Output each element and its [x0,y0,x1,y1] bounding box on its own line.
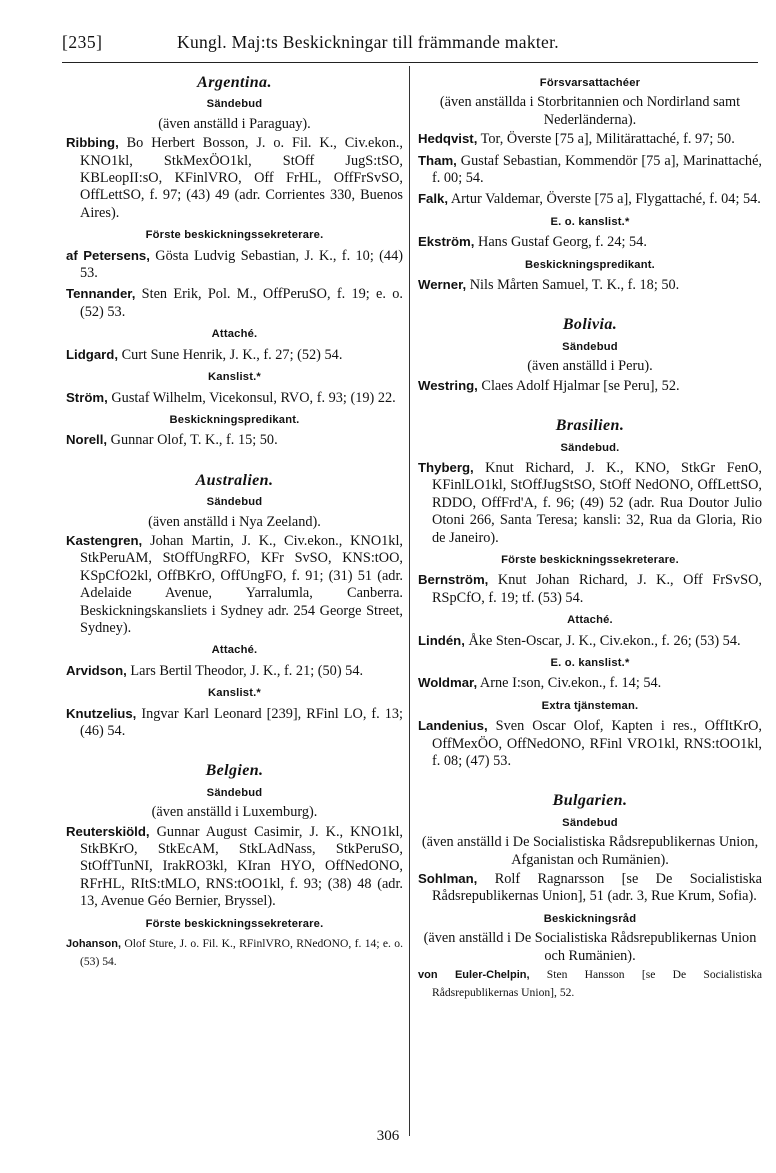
person-entry [418,130,762,148]
section-heading: Sändebud [206,786,263,799]
person-entry [418,377,762,395]
person-details: Hans Gustaf Georg, f. 24; 54. [474,234,647,251]
person-entry [418,276,762,294]
person-name: Woldmar, [418,675,478,691]
person-entry [66,935,403,971]
person-details: Bo Herbert Bosson, J. o. Fil. K., Civ.ekon., KNO1kl, StkMexÖO1kl, StOff JugS:tSO, KBLeopII:sO, KFinlVRO, Off FrHL, OffFrSvSO, OffLettSO, f. 97; (43) 49 (adr. Corrientes 330, Buenos Aires). [80,135,403,221]
person-name: Ström, [66,389,108,405]
person-details: Claes Adolf Hjalmar [se Peru], 52. [477,377,680,394]
section-note: (även anställd i De Socialistiska Rådsrepublikernas Union och Rumänien). [423,930,757,964]
person-details: Gustaf Sebastian, Kommendör [75 a], Marinattaché, f. 00; 54. [432,152,762,187]
section-heading: Sändebud [562,816,618,829]
person-entry [418,233,762,251]
person-entry [66,389,403,407]
section-heading: Beskickningsråd [543,912,637,925]
person-entry [418,152,762,188]
country-heading: Argentina. [197,74,272,91]
person-entry [418,459,762,547]
section-heading: Sändebud [562,340,618,353]
person-details: Gunnar Olof, T. K., f. 15; 50. [107,432,278,449]
person-details: Gösta Ludvig Sebastian, J. K., f. 10; (44) 53. [80,247,403,282]
person-name: Lindén, [418,632,465,648]
person-details: Knut Johan Richard, J. K., Off FrSvSO, RSpCfO, f. 19; tf. (53) 54. [432,572,762,606]
person-entry [418,632,762,650]
person-name: Sohlman, [418,871,478,887]
person-entry [66,823,403,911]
person-name: Arvidson, [66,662,127,678]
person-entry [66,346,403,364]
section-heading: Beskickningspredikant. [169,413,300,426]
section-heading: Beskickningspredikant. [525,258,655,271]
section-heading: Kanslist.* [208,371,261,384]
section-note: (även anställda i Storbritannien och Nordirland samt Nederländerna). [439,94,741,128]
section-note: (även anställd i Paraguay). [158,115,311,132]
person-name: von Euler-Chelpin, [418,969,530,982]
person-name: Reuterskiöld, [66,823,150,839]
country-heading: Bulgarien. [552,792,628,810]
person-entry [66,431,403,449]
country-heading: Belgien. [205,762,264,780]
left-column [66,70,403,974]
section-heading: Attaché. [211,644,258,657]
person-name: Knutzelius, [66,705,137,721]
section-note: (även anställd i Nya Zeeland). [148,513,321,530]
person-details: Johan Martin, J. K., Civ.ekon., KNO1kl, StkPeruAM, StOffUngRFO, KFr SvSO, KNS:tOO, KSpCfO2kl, OffBKrO, OffUngFO, f. 91; (31) 51 (adr. Adelaide Avenue, Yarralumla, Canberra. Beskickningskansliets i Sydney adr. 254 George Street, Sydney). [80,532,403,636]
person-details: Lars Bertil Theodor, J. K., f. 21; (50) 54. [126,662,364,679]
person-details: Sven Oscar Olof, Kapten i res., OffItKrO, OffMexÖO, OffNedONO, RFinl VRO1kl, RNS:tOO1kl, f. 08; (47) 53. [432,718,762,769]
person-details: Sten Erik, Pol. M., OffPeruSO, f. 19; e. o. (52) 53. [80,286,403,320]
section-heading: Sändebud [206,496,263,509]
section-note: (även anställd i Peru). [527,358,653,375]
person-entry [66,705,403,741]
section-heading: E. o. kanslist.* [550,656,630,669]
person-name: af Petersens, [66,247,150,263]
person-details: Ingvar Karl Leonard [239], RFinl LO, f. 13; (46) 54. [80,705,403,739]
section-heading: E. o. kanslist.* [550,215,630,228]
section-heading: Sändebud [206,98,263,111]
person-details: Nils Mårten Samuel, T. K., f. 18; 50. [466,277,680,294]
section-heading: Försvarsattachéer [539,77,641,89]
section-note: (även anställd i Luxemburg). [151,804,318,821]
person-name: Johanson, [66,938,122,951]
section-heading: Sändebud. [560,441,620,454]
section-heading: Förste beskickningssekreterare. [145,229,324,242]
person-name: Ribbing, [66,135,119,151]
person-details: Rolf Ragnarsson [se De Socialistiska Rådsrepublikernas Union], 51 (adr. 3, Rue Krum, Sofia). [432,871,762,905]
person-entry [418,870,762,906]
person-entry [66,285,403,321]
person-details: Åke Sten-Oscar, J. K., Civ.ekon., f. 26; (53) 54. [464,632,741,649]
person-name: Landenius, [418,718,488,734]
person-entry [66,247,403,283]
person-details: Tor, Överste [75 a], Militärattaché, f. 97; 50. [477,131,735,148]
person-entry [418,966,762,1002]
person-name: Norell, [66,432,108,448]
person-entry [418,717,762,770]
person-name: Ekström, [418,234,475,250]
person-name: Thyberg, [418,459,474,475]
country-heading: Australien. [195,471,274,489]
person-name: Tennander, [66,286,136,302]
header-rule [62,62,758,63]
person-details: Knut Richard, J. K., KNO, StkGr FenO, KFinlLO1kl, StOffJugStSO, StOff NedONO, OffLettSO, RDDO, OffFrd'A, f. 96; (49) 52 (adr. Rua Doutor Julio Otoni 266, Santa Teresa; kansli: 32, Rua da Gloria, Rio de Janeiro). [432,459,762,546]
section-note: (även anställd i De Socialistiska Rådsrepublikernas Union, Afganistan och Rumänien). [421,834,759,868]
person-entry [66,662,403,680]
person-name: Lidgard, [66,346,119,362]
person-details: Arne I:son, Civ.ekon., f. 14; 54. [477,675,662,692]
person-name: Hedqvist, [418,131,478,147]
person-details: Artur Valdemar, Överste [75 a], Flygattaché, f. 04; 54. [448,191,761,208]
person-details: Curt Sune Henrik, J. K., f. 27; (52) 54. [118,346,343,363]
person-details: Gunnar August Casimir, J. K., KNO1kl, StkBKrO, StkEcAM, StkLAdNass, StkPeruSO, StOffTunNI, IrakRO3kl, KIran HYO, OffNedONO, RFrHL, RItS:tMLO, RNS:tOO1kl, f. 93; (38) 48 (adr. 13, Avenue Géo Bernier, Bryssel). [80,823,403,910]
person-details: Gustaf Wilhelm, Vicekonsul, RVO, f. 93; (19) 22. [107,389,396,406]
person-entry [66,134,403,222]
person-details: Sten Hansson [se De Socialistiska Rådsrepublikernas Union], 52. [432,968,762,1000]
section-heading: Extra tjänsteman. [541,699,639,712]
person-entry [66,532,403,637]
person-entry [418,674,762,692]
section-heading: Kanslist.* [208,687,261,700]
page-header [62,32,758,60]
person-name: Werner, [418,277,467,293]
person-name: Falk, [418,191,449,207]
section-heading: Attaché. [567,614,613,627]
page-number: 306 [376,1128,400,1144]
person-entry [418,571,762,607]
section-heading: Förste beskickningssekreterare. [501,553,679,566]
running-title: Kungl. Maj:ts Beskickningar till främmande makter. [177,32,559,52]
page-reference: [235] [62,32,103,52]
person-name: Kastengren, [66,532,143,548]
person-name: Tham, [418,152,457,168]
column-divider [409,66,410,1136]
country-heading: Brasilien. [555,417,625,435]
person-name: Westring, [418,377,478,393]
person-details: Olof Sture, J. o. Fil. K., RFinlVRO, RNedONO, f. 14; e. o. (53) 54. [80,937,403,969]
right-column [418,70,762,1005]
country-heading: Bolivia. [562,316,618,334]
section-heading: Förste beskickningssekreterare. [145,917,324,930]
section-heading: Attaché. [211,328,258,341]
person-name: Bernström, [418,572,489,588]
person-entry [418,190,762,208]
